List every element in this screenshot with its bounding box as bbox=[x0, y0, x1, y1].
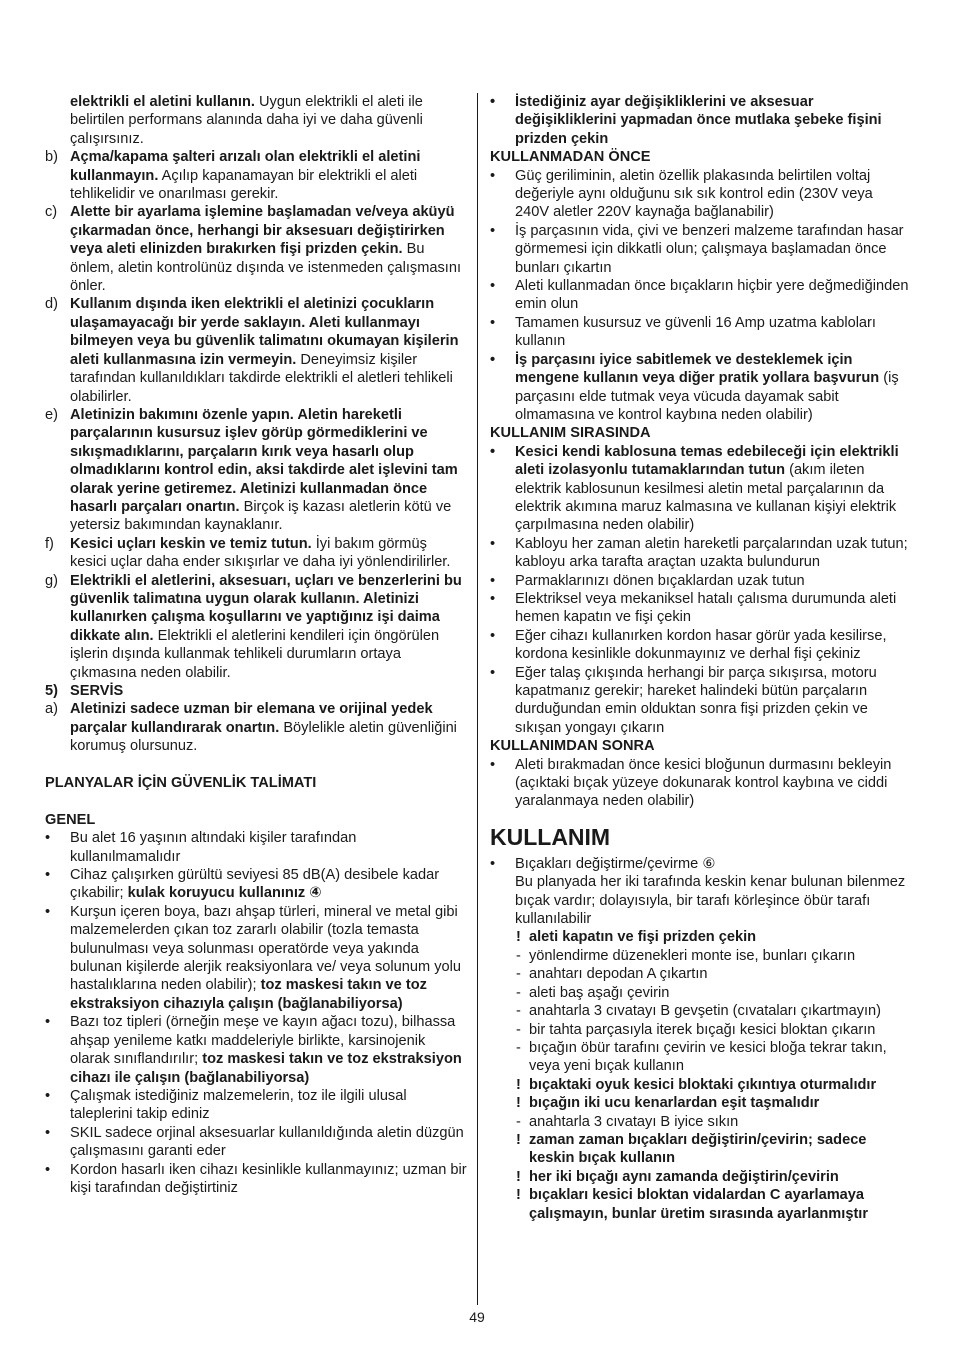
body-text: aleti baş aşağı çevirin bbox=[529, 984, 670, 1001]
body-text: Böylelikle aletin güvenliğini korumuş olursunuz. bbox=[70, 719, 457, 755]
list-marker: c) bbox=[45, 204, 58, 221]
warning-mark: ! bbox=[516, 1168, 521, 1185]
bold-text: Alette bir ayarlama işlemine başlamadan ve/veya aküyü çıkarmadan önce, herhangi bir aksesuarı değiştirirken veya aleti elinizden bırakırken fişi prizden çekin. bbox=[70, 204, 455, 258]
step-item bbox=[490, 1002, 910, 1020]
body-text: yönlendirme düzenekleri monte ise, bunları çıkarın bbox=[529, 947, 856, 964]
warning-mark: ! bbox=[516, 1095, 521, 1112]
list-item-c bbox=[45, 203, 467, 295]
bullet: • bbox=[490, 855, 496, 872]
bold-text: toz maskesi takın ve toz ekstraksiyon cihazıyla çalışın (bağlanabiliyorsa) bbox=[70, 977, 427, 1012]
page-number: 49 bbox=[469, 1309, 485, 1325]
list-marker: a) bbox=[45, 701, 58, 718]
list-marker: e) bbox=[45, 406, 58, 423]
bold-text: Kesici uçları keskin ve temiz tutun. bbox=[70, 535, 312, 552]
list-item bbox=[490, 590, 910, 627]
body-text: Açılıp kapanamayan bir elektrikli el aleti tehlikelidir ve onarılması gerekir. bbox=[70, 167, 418, 203]
list-item bbox=[45, 866, 467, 903]
body-text: anahtarı depodan A çıkartın bbox=[529, 966, 708, 983]
left-column bbox=[45, 93, 467, 1197]
blade-description: Bu planyada her iki tarafında keskin kenar bulunan bilenmez bıçak vardır; dolayısıyla, bir tarafı körleşince öbür tarafı kullanılabilir bbox=[515, 874, 906, 928]
bullet: • bbox=[490, 278, 496, 295]
bullet: • bbox=[45, 903, 51, 920]
bold-text: bıçaktaki oyuk kesici bloktaki çıkıntıya oturmalıdır bbox=[529, 1076, 877, 1093]
bold-text: bıçakları kesici bloktan vidalardan C ayarlamaya çalışmayın, bunlar üretim sırasında ayarlanmıştır bbox=[529, 1187, 869, 1222]
body-text: anahtarla 3 cıvatayı B gevşetin (cıvataları çıkartmayın) bbox=[529, 1003, 882, 1020]
list-item bbox=[490, 664, 910, 738]
warning-step bbox=[490, 1131, 910, 1168]
before-use-heading: KULLANMADAN ÖNCE bbox=[490, 149, 651, 166]
warning-step bbox=[490, 1186, 910, 1223]
list-item bbox=[490, 277, 910, 314]
bullet: • bbox=[490, 756, 496, 773]
bold-text: toz maskesi takın ve toz ekstraksiyon cihazı ile çalışın (bağlanabiliyorsa) bbox=[70, 1051, 462, 1086]
body-text: İş parçasının vida, çivi ve benzeri malzeme tarafından hasar görmemesi için dikkatli olun; çalışmaya başlamadan önce bunları çıkartın bbox=[515, 222, 904, 276]
body-text: Kurşun içeren boya, bazı ahşap türleri, mineral ve metal gibi malzemelerden çıkan toz zararlı olabilir (tozla temasta bulunulması veya solunması operatörde veya yakında bulunan kişilerde alerjik reaksiyonlara ve/ veya solunum yolu hastalıklarına neden olabilir); bbox=[70, 903, 461, 994]
body-text: Bıçakları değiştirme/çevirme ⑥ bbox=[515, 855, 716, 872]
warning-step bbox=[490, 1094, 910, 1112]
column-divider bbox=[477, 93, 478, 1305]
bold-text: bıçağın iki ucu kenarlardan eşit taşmalıdır bbox=[529, 1095, 820, 1112]
body-text: Aleti bırakmadan önce kesici bloğunun durmasını bekleyin (açıktaki bıçak yüzeye dokunarak kontrol kaybına ve ciddi yaralanmaya neden olabilir) bbox=[515, 756, 892, 810]
bullet: • bbox=[45, 1087, 51, 1104]
dash-mark: - bbox=[516, 1113, 521, 1130]
bullet: • bbox=[490, 572, 496, 589]
dash-mark: - bbox=[516, 1021, 521, 1038]
intro-paragraph bbox=[45, 93, 467, 148]
bullet: • bbox=[490, 167, 496, 184]
bold-text: Aletinizin bakımını özenle yapın. Aletin hareketli parçalarının kusursuz işlev görüp görmediklerini ve sıkışmadıklarını, parçaların kırık veya hasarlı olup olmadıklarını kontrol edin, aksi takdirde alet işlevini tam olarak yerine getiremez. Aletinizi kullanmadan önce hasarlı parçaları onartın. bbox=[70, 406, 458, 515]
list-item bbox=[490, 314, 910, 351]
warning-step bbox=[490, 1168, 910, 1186]
body-text: Elektriksel veya mekaniksel hatalı çalısma durumunda aleti hemen kapatın ve fişi çekin bbox=[515, 590, 897, 626]
section-title: SERVİS bbox=[70, 683, 124, 699]
bullet: • bbox=[490, 535, 496, 552]
bullet: • bbox=[490, 314, 496, 331]
bullet: • bbox=[45, 1124, 51, 1141]
bold-text: zaman zaman bıçakları değiştirin/çevirin; sadece keskin bıçak kullanın bbox=[529, 1131, 867, 1167]
bullet: • bbox=[490, 627, 496, 644]
body-text: Güç geriliminin, aletin özellik plakasında belirtilen voltaj değeriyle aynı olduğunu sık sık kontrol edin (230V veya 240V aletler 220V kaynağa bağlanabilir) bbox=[515, 167, 873, 221]
list-marker: b) bbox=[45, 149, 58, 166]
list-item-g bbox=[45, 572, 467, 682]
list-item bbox=[490, 756, 910, 811]
list-item bbox=[490, 167, 910, 222]
dash-mark: - bbox=[516, 947, 521, 964]
warning-mark: ! bbox=[516, 1076, 521, 1093]
list-item-servis-a bbox=[45, 700, 467, 755]
list-item bbox=[490, 535, 910, 572]
list-item bbox=[45, 829, 467, 866]
list-item bbox=[490, 572, 910, 590]
bullet: • bbox=[45, 867, 51, 884]
body-text: Deneyimsiz kişiler tarafından kullanıldıkları takdirde elektrikli el aletleri tehlikeli olabilirler. bbox=[70, 351, 453, 405]
bold-text: İstediğiniz ayar değişikliklerini ve aksesuar değişikliklerini yapmadan önce mutlaka şebeke fişini prizden çekin bbox=[515, 94, 882, 147]
list-item bbox=[490, 627, 910, 664]
body-text: Bazı toz tipleri (örneğin meşe ve kayın ağacı tozu), bilhassa ahşap yenileme katkı maddeleriyle birlikte, karsinojenik olarak sınıflandırılır; bbox=[70, 1014, 456, 1068]
section-servis bbox=[45, 682, 467, 700]
bullet: • bbox=[490, 222, 496, 239]
bold-text: her iki bıçağı aynı zamanda değiştirin/çevirin bbox=[529, 1168, 839, 1185]
warning-mark: ! bbox=[516, 1187, 521, 1204]
bold-text: elektrikli el aletini kullanın. bbox=[70, 94, 255, 110]
genel-heading: GENEL bbox=[45, 811, 96, 828]
body-text: Uygun elektrikli el aleti ile belirtilen performans alanında daha iyi ve daha güvenli çalışırsınız. bbox=[70, 94, 423, 147]
list-item bbox=[45, 1013, 467, 1087]
dash-mark: - bbox=[516, 966, 521, 983]
list-item-b bbox=[45, 148, 467, 203]
bold-text: Kullanım dışında iken elektrikli el aletinizi çocukların ulaşamayacağı bir yerde saklayın. Aleti kullanmayı bilmeyen veya bu güvenlik talimatını okumayan kişilerin aleti kullanmasına izin vermeyin. bbox=[70, 296, 459, 368]
body-text: Bu önlem, aletin kontrolünüz dışında ve istenmeden çalışmasını önler. bbox=[70, 241, 462, 295]
body-text: anahtarla 3 cıvatayı B iyice sıkın bbox=[529, 1113, 739, 1130]
step-item bbox=[490, 1021, 910, 1039]
dash-mark: - bbox=[516, 984, 521, 1001]
step-item bbox=[490, 965, 910, 983]
planya-heading: PLANYALAR İÇİN GÜVENLİK TALİMATI bbox=[45, 775, 317, 792]
body-text: SKIL sadece orjinal aksesuarlar kullanıldığında aletin düzgün çalışmasını garanti eder bbox=[70, 1124, 464, 1160]
bold-text: Elektrikli el aletlerini, aksesuarı, uçları ve benzerlerini bu güvenlik talimatına uygun olarak kullanın. Aletinizi kullanırken çalışma koşullarını ve yaptığınız işi daima dikkate alın. bbox=[70, 572, 462, 644]
body-text: bıçağın öbür tarafını çevirin ve kesici bloğa tekrar takın, veya yeni bıçak kullanın bbox=[529, 1039, 887, 1075]
dash-mark: - bbox=[516, 1039, 521, 1056]
step-item bbox=[490, 947, 910, 965]
step-item bbox=[490, 984, 910, 1002]
list-marker: g) bbox=[45, 572, 58, 589]
list-marker: d) bbox=[45, 296, 58, 313]
bullet: • bbox=[45, 830, 51, 847]
bullet: • bbox=[490, 94, 496, 110]
body-text: Çalışmak istediğiniz malzemelerin, toz ile ilgili ulusal taleplerini takip ediniz bbox=[70, 1087, 407, 1123]
bold-text: Aletinizi sadece uzman bir elemana ve orijinal yedek parçalar kullandırarak onartın. bbox=[70, 701, 433, 736]
body-text: Birçok iş kazası aletlerin kötü ve yetersiz bakımından kaynaklanır. bbox=[70, 498, 452, 534]
bullet: • bbox=[45, 1014, 51, 1031]
warning-mark: ! bbox=[516, 929, 521, 946]
step-item bbox=[490, 1113, 910, 1131]
body-text: (iş parçasını elde tutmak veya vücuda dayamak sabit olmamasına ve kontrol kaybına neden olabilir) bbox=[515, 370, 899, 423]
body-text: Kordon hasarlı iken cihazı kesinlikle kullanmayınız; uzman bir kişi tarafından değiştirtiniz bbox=[70, 1161, 467, 1196]
after-use-heading: KULLANIMDAN SONRA bbox=[490, 738, 655, 755]
during-use-heading: KULLANIM SIRASINDA bbox=[490, 425, 651, 442]
body-text: Aleti kullanmadan önce bıçakların hiçbir yere değmediğinden emin olun bbox=[515, 278, 909, 313]
body-text: Bu alet 16 yaşının altındaki kişiler tarafından kullanılmamalıdır bbox=[70, 830, 357, 865]
warning-step bbox=[490, 1076, 910, 1094]
bullet: • bbox=[45, 1161, 51, 1178]
bold-text: Açma/kapama şalteri arızalı olan elektrikli el aletini kullanmayın. bbox=[70, 149, 421, 184]
bold-text: Kesici kendi kablosuna temas edebileceği için elektrikli aleti izolasyonlu tutamaklarından tutun bbox=[515, 443, 899, 479]
warning-mark: ! bbox=[516, 1131, 521, 1148]
body-text: (akım ileten elektrik kablosunun kesilmesi aletin metal parçalarının da elektrik akımına maruz kalmasına ve kullanan kişiyi elektrik çarpılmasına neden olabilir) bbox=[515, 462, 897, 534]
bullet: • bbox=[490, 351, 496, 368]
body-text: Eğer cihazı kullanırken kordon hasar görür yada kesilirse, kordona kesinlikle dokunmayınız ve derhal fişi çekiniz bbox=[515, 627, 887, 663]
kullanim-heading: KULLANIM bbox=[490, 823, 611, 850]
body-text: Tamamen kusursuz ve güvenli 16 Amp uzatma kabloları kullanın bbox=[515, 314, 876, 350]
list-item bbox=[490, 351, 910, 425]
bullet: • bbox=[490, 664, 496, 681]
step-item bbox=[490, 1039, 910, 1076]
body-text: bir tahta parçasıyla iterek bıçağı kesici bloktan çıkarın bbox=[529, 1021, 876, 1038]
list-item bbox=[490, 443, 910, 535]
list-item bbox=[45, 1124, 467, 1161]
list-item-f bbox=[45, 535, 467, 572]
body-text: İyi bakım görmüş kesici uçlar daha ender sıkışırlar ve daha iyi yönlendirilirler. bbox=[70, 535, 451, 571]
list-item-e bbox=[45, 406, 467, 535]
bullet: • bbox=[490, 443, 496, 460]
list-item bbox=[45, 1161, 467, 1198]
list-item bbox=[490, 93, 910, 148]
bold-text: aleti kapatın ve fişi prizden çekin bbox=[529, 929, 757, 946]
body-text: Cihaz çalışırken gürültü seviyesi 85 dB(A) desibele kadar çıkabilir; bbox=[70, 867, 440, 902]
section-number: 5) bbox=[45, 683, 58, 699]
list-marker: f) bbox=[45, 535, 54, 552]
bullet: • bbox=[490, 590, 496, 607]
body-text: Eğer talaş çıkışında herhangi bir parça sıkışırsa, motoru kapatmanız gerekir; hareket halindeki bütün parçaların durduğundan emin olduktan sonra fişi prizden çekin ve sıkışan yongayı çıkarın bbox=[515, 664, 877, 736]
body-text: Parmaklarınızı dönen bıçaklardan uzak tutun bbox=[515, 572, 805, 589]
list-item bbox=[490, 222, 910, 277]
body-text: Elektrikli el aletlerini kendileri için öngörülen işlerin dışında kullanmak tehlikeli durumların ortaya çıkmasına neden olabilir. bbox=[70, 627, 440, 681]
list-item-d bbox=[45, 295, 467, 405]
warning-step bbox=[490, 928, 910, 946]
list-item bbox=[45, 903, 467, 1013]
dash-mark: - bbox=[516, 1003, 521, 1020]
bold-text: kulak koruyucu kullanınız ④ bbox=[127, 885, 322, 902]
bold-text: İş parçasını iyice sabitlemek ve desteklemek için mengene kullanın veya diğer pratik yollara başvurun bbox=[515, 351, 880, 387]
body-text: Kabloyu her zaman aletin hareketli parçalarından uzak tutun; kabloyu arka tarafta araçtan uzakta bulundurun bbox=[515, 535, 908, 571]
list-item bbox=[45, 1087, 467, 1124]
right-column bbox=[490, 93, 910, 1223]
list-item bbox=[490, 855, 910, 873]
